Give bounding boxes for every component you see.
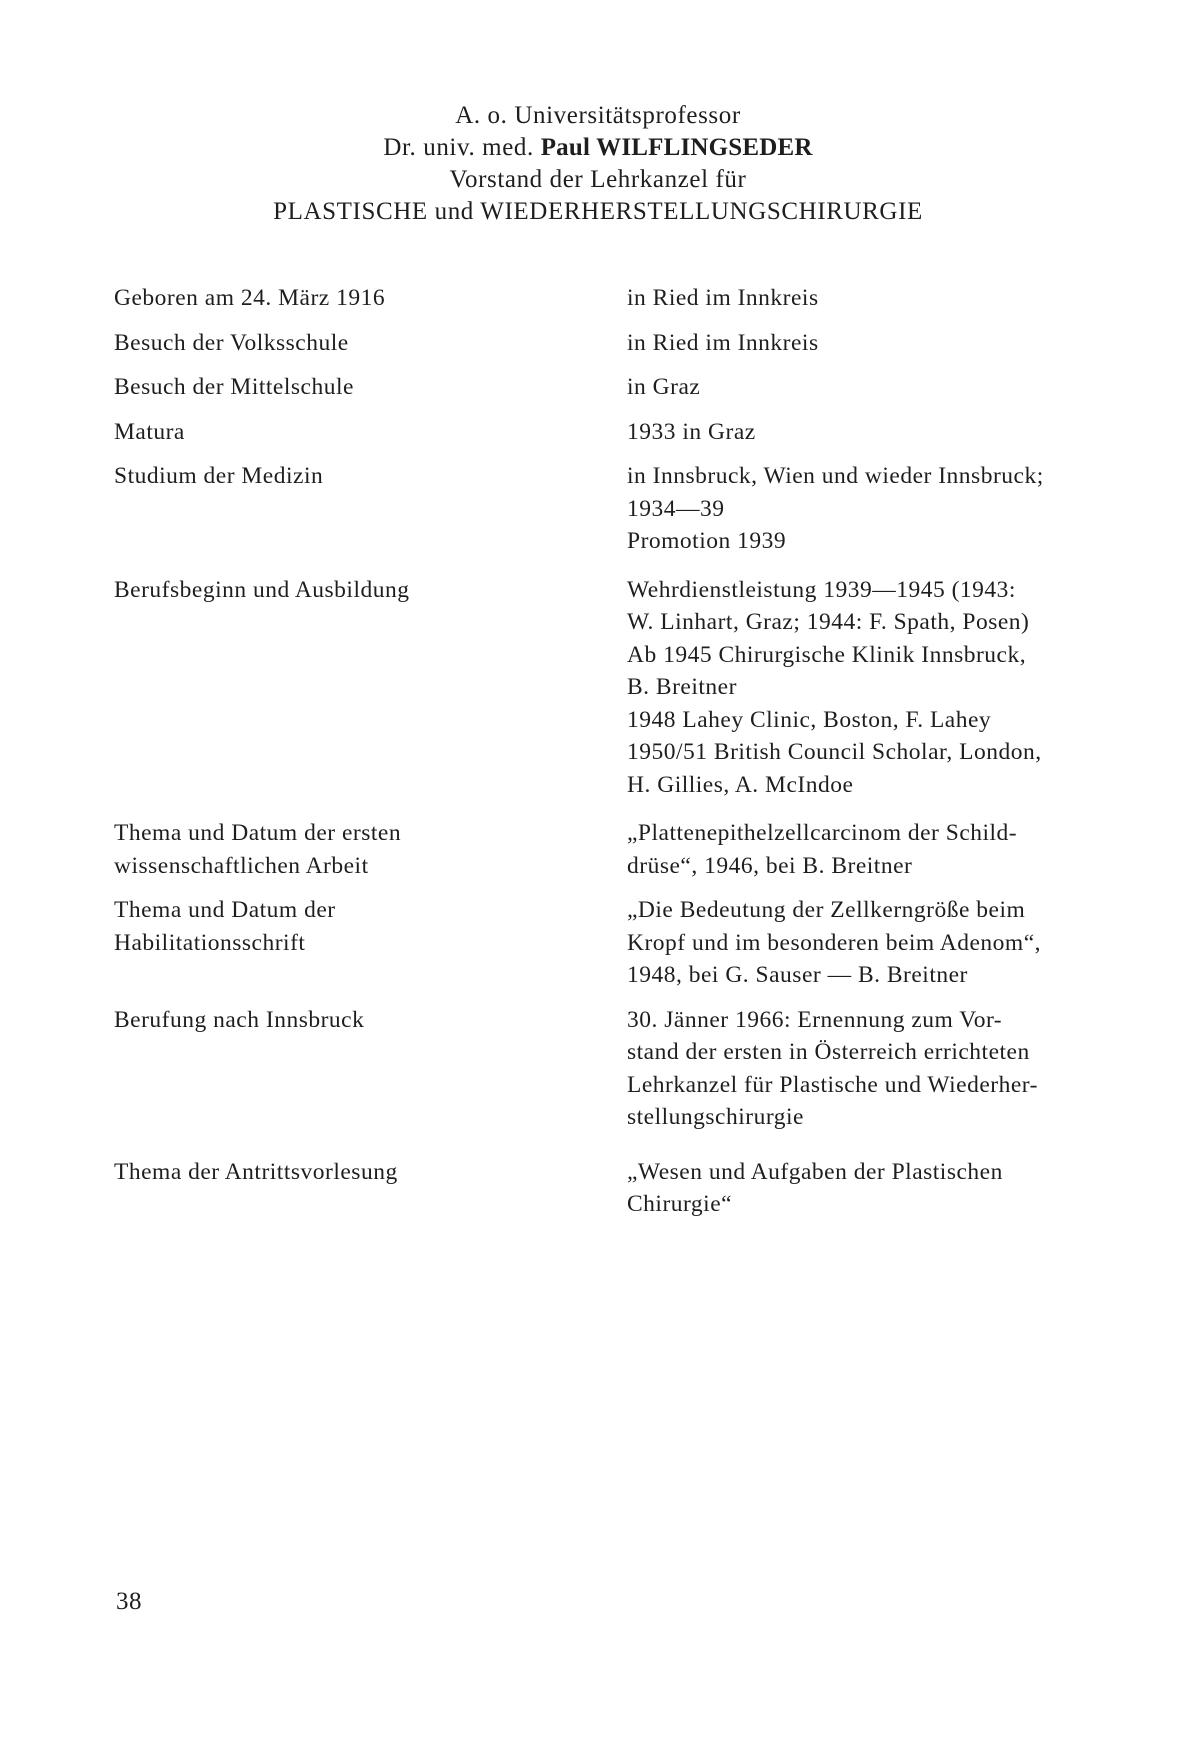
- row-value-line: 1948, bei G. Sauser — B. Breitner: [627, 962, 968, 988]
- row-value: [627, 460, 1113, 558]
- biography-row: [0, 574, 1196, 802]
- row-label-line: Habilitationsschrift: [114, 929, 306, 956]
- department-title: PLASTISCHE und WIEDERHERSTELLUNGSCHIRURGIE: [273, 198, 923, 225]
- row-value-line: Ab 1945 Chirurgische Klinik Innsbruck,: [627, 641, 1027, 668]
- row-value: [627, 371, 1113, 404]
- row-value-line: drüse“, 1946, bei B. Breitner: [627, 852, 913, 879]
- row-label: [114, 282, 534, 315]
- row-label: [114, 416, 534, 449]
- row-label: [114, 1004, 534, 1037]
- row-value: [627, 327, 1113, 360]
- row-label: [114, 817, 534, 882]
- row-label-line: Matura: [114, 418, 185, 445]
- row-value-line: in Ried im Innkreis: [627, 329, 819, 356]
- row-value-line: 1948 Lahey Clinic, Boston, F. Lahey: [627, 706, 992, 733]
- person-name: Paul WILFLINGSEDER: [540, 134, 813, 161]
- biography-table: [0, 282, 1196, 1221]
- row-value: [627, 282, 1113, 315]
- document-header: [0, 100, 1196, 228]
- biography-row: [0, 1004, 1196, 1134]
- row-value-line: 1933 in Graz: [627, 418, 756, 445]
- row-value-line: 1934—39: [627, 495, 725, 522]
- biography-row: [0, 371, 1196, 404]
- page-number: 38: [116, 1588, 142, 1615]
- row-value-line: Kropf und im besonderen beim Adenom“,: [627, 929, 1041, 956]
- biography-row: [0, 282, 1196, 315]
- biography-row: [0, 416, 1196, 449]
- row-value: [627, 416, 1113, 449]
- row-label: [114, 371, 534, 404]
- row-value-line: H. Gillies, A. McIndoe: [627, 771, 854, 798]
- row-label-line: Berufsbeginn und Ausbildung: [114, 576, 410, 603]
- row-value-line: W. Linhart, Graz; 1944: F. Spath, Posen): [627, 609, 1030, 635]
- row-value-line: in Ried im Innkreis: [627, 285, 819, 311]
- row-value-line: Promotion 1939: [627, 528, 787, 554]
- row-label-line: Berufung nach Innsbruck: [114, 1006, 365, 1033]
- academic-title: A. o. Universitätsprofessor: [455, 102, 741, 129]
- row-value-line: Lehrkanzel für Plastische und Wiederher-: [627, 1071, 1038, 1098]
- row-value: [627, 1004, 1113, 1134]
- biography-row: [0, 327, 1196, 360]
- row-value-line: Chirurgie“: [627, 1191, 733, 1217]
- row-value-line: in Innsbruck, Wien und wieder Innsbruck;: [627, 463, 1044, 489]
- biography-row: [0, 894, 1196, 992]
- row-label-line: Thema und Datum der ersten: [114, 820, 402, 846]
- row-value-line: 30. Jänner 1966: Ernennung zum Vor-: [627, 1006, 1003, 1033]
- row-label-line: Besuch der Mittelschule: [114, 374, 354, 400]
- row-value: [627, 574, 1113, 802]
- row-value: [627, 817, 1113, 882]
- row-label: [114, 1156, 534, 1189]
- row-value: [627, 894, 1113, 992]
- row-label-line: Thema der Antrittsvorlesung: [114, 1158, 398, 1185]
- person-name-line: [0, 132, 1196, 164]
- position-title: Vorstand der Lehrkanzel für: [449, 166, 747, 193]
- row-value-line: stand der ersten in Österreich errichteten: [627, 1039, 1030, 1065]
- row-label: [114, 460, 534, 493]
- row-label: [114, 574, 534, 607]
- row-label-line: Besuch der Volksschule: [114, 329, 349, 356]
- row-label-line: Geboren am 24. März 1916: [114, 285, 386, 311]
- degree: Dr. univ. med.: [383, 134, 534, 161]
- row-value-line: „Wesen und Aufgaben der Plastischen: [627, 1158, 1003, 1185]
- row-label-line: Thema und Datum der: [114, 897, 336, 923]
- row-label: [114, 327, 534, 360]
- biography-row: [0, 817, 1196, 882]
- row-label-line: wissenschaftlichen Arbeit: [114, 852, 369, 879]
- row-value-line: 1950/51 British Council Scholar, London,: [627, 739, 1042, 765]
- row-value-line: „Die Bedeutung der Zellkerngröße beim: [627, 897, 1026, 923]
- row-value-line: B. Breitner: [627, 674, 737, 700]
- row-value-line: „Plattenepithelzellcarcinom der Schild-: [627, 820, 1018, 846]
- row-value-line: in Graz: [627, 374, 701, 400]
- row-value: [627, 1156, 1113, 1221]
- biography-row: [0, 460, 1196, 558]
- row-label: [114, 894, 534, 959]
- row-value-line: stellungschirurgie: [627, 1104, 804, 1130]
- row-value-line: Wehrdienstleistung 1939—1945 (1943:: [627, 576, 1016, 603]
- row-label-line: Studium der Medizin: [114, 463, 324, 489]
- biography-row: [0, 1156, 1196, 1221]
